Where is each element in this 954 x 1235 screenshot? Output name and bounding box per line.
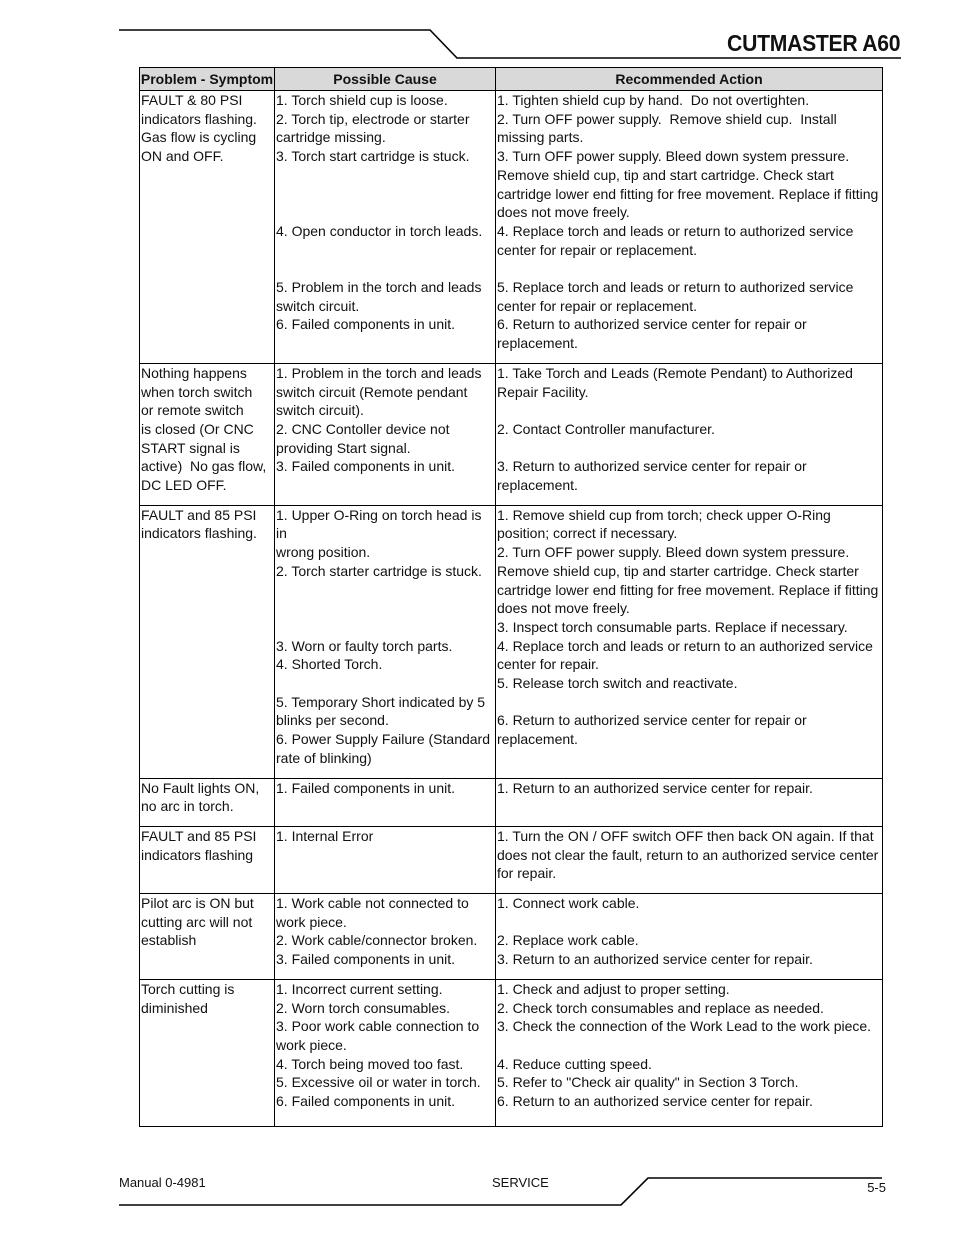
cause-line xyxy=(276,599,495,618)
page-number: 5-5 xyxy=(867,1180,886,1195)
cause-line: 1. Internal Error xyxy=(276,827,374,844)
cause-cell xyxy=(275,91,496,364)
action-line: 2. Contact Controller manufacturer. xyxy=(497,420,715,437)
cause-line: 1. Incorrect current setting. xyxy=(276,980,443,997)
action-line xyxy=(497,401,882,420)
column-header-cause: Possible Cause xyxy=(275,68,496,91)
table-row xyxy=(140,894,883,980)
symptom-line: FAULT & 80 PSI xyxy=(141,92,243,108)
symptom-line: indicators flashing. xyxy=(141,110,257,127)
cause-line: 2. CNC Contoller device not xyxy=(276,420,450,437)
symptom-line: indicators flashing. xyxy=(141,525,257,542)
section-name: SERVICE xyxy=(492,1175,549,1190)
cause-line: 6. Failed components in unit. xyxy=(276,316,455,333)
column-header-action: Recommended Action xyxy=(496,68,883,91)
action-cell xyxy=(496,778,883,826)
action-line: 1. Return to an authorized service center for repair. xyxy=(497,779,813,796)
column-header-symptom: Problem - Symptom xyxy=(140,68,275,91)
action-line: center for repair. xyxy=(497,656,599,673)
cause-line: 6. Power Supply Failure (Standard xyxy=(276,731,490,748)
action-line: replacement. xyxy=(497,477,578,494)
cause-line: switch circuit. xyxy=(276,297,360,314)
action-line: 3. Check the connection of the Work Lead to the work piece. xyxy=(497,1018,872,1035)
action-line xyxy=(497,439,882,458)
cause-line: 4. Shorted Torch. xyxy=(276,656,383,673)
cause-line: 2. Worn torch consumables. xyxy=(276,999,451,1016)
action-line: replacement. xyxy=(497,731,578,748)
cause-line: 3. Failed components in unit. xyxy=(276,458,455,475)
cause-line: 1. Upper O-Ring on torch head is in xyxy=(276,506,486,542)
symptom-line: no arc in torch. xyxy=(141,798,234,815)
cause-line: 3. Poor work cable connection to xyxy=(276,1018,480,1035)
cause-line: switch circuit). xyxy=(276,402,364,419)
symptom-line: Pilot arc is ON but xyxy=(141,895,254,912)
action-cell xyxy=(496,979,883,1126)
cause-cell xyxy=(275,979,496,1126)
action-line: 2. Check torch consumables and replace as needed. xyxy=(497,999,824,1016)
cause-line: 2. Torch starter cartridge is stuck. xyxy=(276,562,482,579)
cause-line xyxy=(276,166,495,185)
symptom-line: ON and OFF. xyxy=(141,148,224,165)
action-cell xyxy=(496,894,883,980)
cause-line: 1. Failed components in unit. xyxy=(276,779,455,796)
cause-line xyxy=(276,581,495,600)
action-line: 1. Remove shield cup from torch; check upper O-Ring xyxy=(497,506,831,523)
cause-line xyxy=(276,674,495,693)
symptom-line: cutting arc will not xyxy=(141,913,253,930)
action-line: replacement. xyxy=(497,335,578,352)
cause-line: providing Start signal. xyxy=(276,439,411,456)
action-line: 1. Take Torch and Leads (Remote Pendant) to Authorized xyxy=(497,364,853,381)
symptom-line: No Fault lights ON, xyxy=(141,779,260,796)
cause-line: 3. Torch start cartridge is stuck. xyxy=(276,148,470,165)
action-line: cartridge lower end fitting for free movement. Replace if fitting xyxy=(497,185,879,202)
cause-line: 1. Problem in the torch and leads xyxy=(276,364,482,381)
action-line: Remove shield cup, tip and start cartridge. Check start xyxy=(497,166,834,183)
action-line: 6. Return to an authorized service center for repair. xyxy=(497,1093,813,1110)
cause-line xyxy=(276,259,495,278)
cause-line: 2. Work cable/connector broken. xyxy=(276,932,478,949)
cause-cell xyxy=(275,363,496,505)
symptom-cell xyxy=(140,505,275,778)
action-line: 6. Return to authorized service center for repair or xyxy=(497,712,807,729)
symptom-cell xyxy=(140,778,275,826)
action-line: 1. Tighten shield cup by hand. Do not overtighten. xyxy=(497,92,810,108)
symptom-cell xyxy=(140,363,275,505)
table-row xyxy=(140,778,883,826)
action-line: 3. Return to authorized service center for repair or xyxy=(497,458,807,475)
symptom-cell xyxy=(140,826,275,893)
symptom-line: Nothing happens xyxy=(141,364,247,381)
cause-line: 1. Torch shield cup is loose. xyxy=(276,92,448,108)
cause-line: 3. Failed components in unit. xyxy=(276,951,455,968)
cause-line: 6. Failed components in unit. xyxy=(276,1093,455,1110)
action-cell xyxy=(496,363,883,505)
action-line: 5. Release torch switch and reactivate. xyxy=(497,675,738,692)
action-line: 3. Turn OFF power supply. Bleed down system pressure. xyxy=(497,148,850,165)
action-line: 2. Replace work cable. xyxy=(497,932,639,949)
action-line xyxy=(497,1036,882,1055)
symptom-line: indicators flashing xyxy=(141,846,254,863)
cause-line: cartridge missing. xyxy=(276,129,386,146)
troubleshooting-table xyxy=(139,67,883,1127)
action-line: 1. Check and adjust to proper setting. xyxy=(497,980,730,997)
action-line: 4. Replace torch and leads or return to an authorized service xyxy=(497,637,873,654)
cause-line xyxy=(276,203,495,222)
action-line xyxy=(497,693,882,712)
document-title: CUTMASTER A60 xyxy=(726,30,900,56)
action-line: 3. Return to an authorized service center for repair. xyxy=(497,951,813,968)
symptom-cell xyxy=(140,91,275,364)
symptom-line: START signal is xyxy=(141,439,240,456)
cause-cell xyxy=(275,778,496,826)
action-line: does not clear the fault, return to an authorized service center xyxy=(497,846,879,863)
cause-line: 5. Problem in the torch and leads xyxy=(276,278,482,295)
symptom-line: FAULT and 85 PSI xyxy=(141,827,257,844)
cause-line: 4. Torch being moved too fast. xyxy=(276,1055,464,1072)
symptom-line: when torch switch xyxy=(141,383,253,400)
symptom-cell xyxy=(140,979,275,1126)
symptom-cell xyxy=(140,894,275,980)
action-line: 5. Replace torch and leads or return to authorized service xyxy=(497,279,854,296)
symptom-line: Gas flow is cycling xyxy=(141,129,257,146)
action-line: center for repair or replacement. xyxy=(497,297,697,314)
cause-line: 5. Temporary Short indicated by 5 xyxy=(276,693,486,710)
cause-line xyxy=(276,185,495,204)
action-line: 4. Reduce cutting speed. xyxy=(497,1055,652,1072)
symptom-line: DC LED OFF. xyxy=(141,477,227,494)
action-line: missing parts. xyxy=(497,129,584,146)
action-line: Remove shield cup, tip and starter cartridge. Check starter xyxy=(497,562,859,579)
cause-line xyxy=(276,618,495,637)
cause-cell xyxy=(275,826,496,893)
table-row xyxy=(140,826,883,893)
action-line: position; correct if necessary. xyxy=(497,525,678,542)
action-line: 5. Refer to "Check air quality" in Section 3 Torch. xyxy=(497,1074,799,1091)
table-row xyxy=(140,363,883,505)
action-line: cartridge lower end fitting for free movement. Replace if fitting xyxy=(497,581,879,598)
cause-line: 3. Worn or faulty torch parts. xyxy=(276,637,453,654)
table-row xyxy=(140,91,883,364)
symptom-line: is closed (Or CNC xyxy=(141,420,254,437)
cause-cell xyxy=(275,505,496,778)
cause-line: 2. Torch tip, electrode or starter xyxy=(276,110,470,127)
symptom-line: Torch cutting is xyxy=(141,980,235,997)
cause-line: blinks per second. xyxy=(276,712,389,729)
action-line: center for repair or replacement. xyxy=(497,241,697,258)
action-line: 1. Connect work cable. xyxy=(497,895,640,912)
table-row xyxy=(140,979,883,1126)
symptom-line: active) No gas flow, xyxy=(141,458,267,475)
cause-line: 4. Open conductor in torch leads. xyxy=(276,222,483,239)
cause-line: work piece. xyxy=(276,913,347,930)
cause-line xyxy=(276,241,495,260)
symptom-line: FAULT and 85 PSI xyxy=(141,506,257,523)
cause-cell xyxy=(275,894,496,980)
symptom-line: establish xyxy=(141,932,197,949)
action-line: does not move freely. xyxy=(497,600,630,617)
action-line: 3. Inspect torch consumable parts. Replace if necessary. xyxy=(497,618,848,635)
symptom-line: or remote switch xyxy=(141,402,244,419)
action-cell xyxy=(496,91,883,364)
action-line xyxy=(497,913,882,932)
table-row xyxy=(140,505,883,778)
cause-line: 1. Work cable not connected to xyxy=(276,895,469,912)
cause-line: 5. Excessive oil or water in torch. xyxy=(276,1074,481,1091)
manual-number: Manual 0-4981 xyxy=(119,1175,206,1190)
action-line: 4. Replace torch and leads or return to authorized service xyxy=(497,222,854,239)
cause-line: work piece. xyxy=(276,1036,347,1053)
cause-line: switch circuit (Remote pendant xyxy=(276,383,468,400)
cause-line: wrong position. xyxy=(276,544,371,561)
action-line: 2. Turn OFF power supply. Bleed down system pressure. xyxy=(497,544,850,561)
action-line: Repair Facility. xyxy=(497,383,589,400)
action-cell xyxy=(496,505,883,778)
action-line: 1. Turn the ON / OFF switch OFF then back ON again. If that xyxy=(497,827,874,844)
action-line: 6. Return to authorized service center for repair or xyxy=(497,316,807,333)
action-cell xyxy=(496,826,883,893)
action-line: for repair. xyxy=(497,865,557,882)
action-line: 2. Turn OFF power supply. Remove shield cup. Install xyxy=(497,110,837,127)
action-line xyxy=(497,259,882,278)
table-header-row xyxy=(140,68,883,91)
action-line: does not move freely. xyxy=(497,204,630,221)
cause-line: rate of blinking) xyxy=(276,749,372,766)
symptom-line: diminished xyxy=(141,999,208,1016)
